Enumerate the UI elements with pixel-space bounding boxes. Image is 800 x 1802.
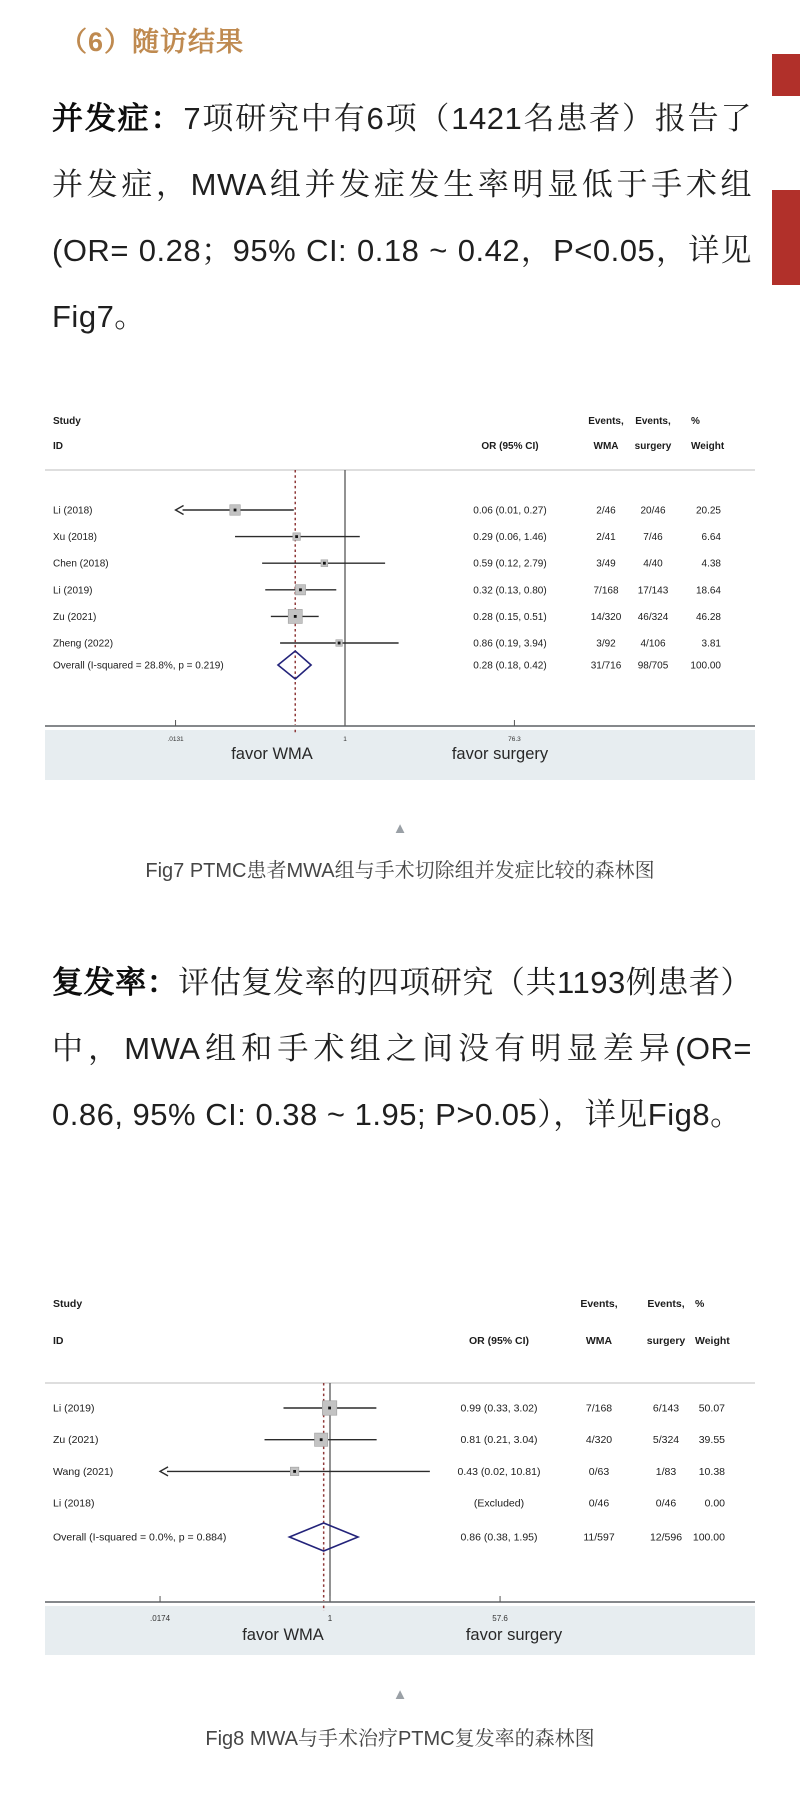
forest-text: Events, — [635, 416, 671, 427]
forest-text: Study — [53, 416, 81, 427]
forest-text: Wang (2021) — [53, 1465, 114, 1478]
forest-text: Events, — [588, 416, 624, 427]
forest-text: Zheng (2022) — [53, 638, 114, 650]
forest-text: WMA — [585, 1335, 613, 1347]
point-estimate-dot — [338, 642, 341, 645]
forest-text: Overall (I-squared = 0.0%, p = 0.884) — [53, 1531, 227, 1544]
forest-text: 0.81 (0.21, 3.04) — [460, 1434, 538, 1447]
forest-text: Li (2018) — [53, 1497, 95, 1510]
ci-arrow-left — [160, 1467, 168, 1476]
forest-text: 7/168 — [585, 1402, 613, 1415]
forest-text: ID — [53, 441, 63, 452]
point-estimate-dot — [293, 1470, 296, 1473]
fig7-caption: Fig7 PTMC患者MWA组与手术切除组并发症比较的森林图 — [145, 860, 655, 882]
forest-text: 10.38 — [698, 1465, 725, 1478]
red-edge-marker-bottom — [772, 190, 800, 285]
forest-text: (Excluded) — [473, 1497, 525, 1510]
forest-text: Zu (2021) — [53, 1434, 99, 1447]
forest-text: 1 — [327, 1614, 333, 1623]
forest-text: Overall (I-squared = 28.8%, p = 0.219) — [53, 660, 224, 672]
red-edge-marker-top — [772, 54, 800, 96]
forest-text: 100.00 — [690, 660, 721, 672]
forest-text: 50.07 — [698, 1402, 725, 1415]
forest-text: 0.86 (0.19, 3.94) — [473, 638, 547, 650]
forest-text: 1 — [343, 736, 347, 743]
forest-text: 3/92 — [596, 638, 616, 650]
forest-text: favor WMA — [242, 1626, 324, 1644]
forest-text: 39.55 — [698, 1434, 725, 1447]
forest-text: 4/106 — [640, 638, 666, 650]
ci-arrow-left — [176, 506, 184, 515]
forest-text: 0.99 (0.33, 3.02) — [460, 1402, 538, 1415]
forest-text: Xu (2018) — [53, 532, 97, 544]
forest-text: 6.64 — [701, 532, 721, 544]
forest-text: .0174 — [150, 1614, 171, 1623]
forest-text: 0.28 (0.15, 0.51) — [473, 611, 547, 623]
forest-text: 20/46 — [640, 505, 666, 517]
forest-text: 76.3 — [508, 736, 521, 743]
forest-text: 17/143 — [637, 585, 669, 597]
forest-text: 0.29 (0.06, 1.46) — [473, 532, 547, 544]
forest-text: 4.38 — [701, 558, 721, 570]
paragraph-complications-label: 并发症： — [52, 101, 184, 136]
forest-text: 14/320 — [590, 611, 622, 623]
forest-text: .0131 — [167, 736, 184, 743]
forest-text: 57.6 — [492, 1614, 508, 1623]
point-estimate-dot — [299, 588, 302, 591]
forest-text: 31/716 — [590, 660, 622, 672]
forest-text: 0.43 (0.02, 10.81) — [457, 1465, 541, 1478]
fig8-forest-plot — [45, 1240, 755, 1655]
forest-text: OR (95% CI) — [481, 441, 539, 452]
point-estimate-dot — [234, 509, 237, 512]
forest-text: 46.28 — [695, 611, 721, 623]
forest-text: 46/324 — [637, 611, 669, 623]
paragraph-recurrence-text: 评估复发率的四项研究（共1193例患者）中，MWA组和手术组之间没有明显差异(OR= 0.86, 95% CI: 0.38 ~ 1.95; P>0.05），详见Fig8。 — [52, 965, 752, 1132]
forest-text: Study — [53, 1298, 83, 1310]
fig7-forest-plot — [45, 350, 755, 780]
forest-text: Zu (2021) — [53, 611, 97, 623]
forest-text: 20.25 — [695, 505, 721, 517]
forest-text: % — [695, 1298, 705, 1310]
forest-text: 11/597 — [583, 1531, 615, 1544]
forest-text: 100.00 — [692, 1531, 725, 1544]
forest-text: Li (2018) — [53, 505, 93, 517]
fig7-forest-svg — [45, 350, 755, 780]
forest-text: favor surgery — [465, 1626, 563, 1644]
paragraph-complications — [52, 86, 752, 350]
forest-text: 0.28 (0.18, 0.42) — [473, 660, 547, 672]
point-estimate-dot — [294, 615, 297, 618]
forest-text: Events, — [580, 1298, 618, 1310]
forest-text: 98/705 — [637, 660, 669, 672]
forest-text: 0.59 (0.12, 2.79) — [473, 558, 547, 570]
forest-text: 4/40 — [643, 558, 663, 570]
forest-text: Weight — [695, 1335, 730, 1347]
paragraph-complications-text: 7项研究中有6项（1421名患者）报告了并发症，MWA组并发症发生率明显低于手术组(OR= 0.28；95% CI: 0.18 ~ 0.42，P<0.05，详见Fig7。 — [52, 101, 752, 334]
favor-band — [45, 730, 755, 780]
forest-text: WMA — [593, 441, 619, 452]
forest-text: 0.06 (0.01, 0.27) — [473, 505, 547, 517]
overall-diamond — [278, 651, 311, 679]
forest-text: 2/46 — [596, 505, 616, 517]
paragraph-recurrence — [52, 950, 752, 1148]
forest-text: 2/41 — [596, 532, 616, 544]
forest-text: 7/46 — [643, 532, 663, 544]
forest-text: Weight — [691, 441, 725, 452]
forest-text: 12/596 — [649, 1531, 683, 1544]
forest-text: 0/46 — [655, 1497, 677, 1510]
forest-text: OR (95% CI) — [468, 1335, 530, 1347]
forest-text: 0/63 — [588, 1465, 610, 1478]
forest-text: 0.32 (0.13, 0.80) — [473, 585, 547, 597]
forest-text: 3/49 — [596, 558, 616, 570]
fig8-caption: Fig8 MWA与手术治疗PTMC复发率的森林图 — [205, 1728, 595, 1750]
forest-text: 0.86 (0.38, 1.95) — [460, 1531, 538, 1544]
forest-text: favor WMA — [231, 745, 313, 763]
forest-text: 1/83 — [655, 1465, 677, 1478]
forest-text: 3.81 — [701, 638, 721, 650]
paragraph-recurrence-label: 复发率： — [52, 965, 179, 1000]
forest-text: % — [691, 416, 700, 427]
forest-text: Li (2019) — [53, 585, 93, 597]
forest-text: Li (2019) — [53, 1402, 95, 1415]
forest-text: surgery — [646, 1335, 686, 1347]
forest-text: Events, — [647, 1298, 685, 1310]
fig8-forest-svg — [45, 1240, 755, 1655]
forest-text: ID — [53, 1335, 64, 1347]
forest-text: 0/46 — [588, 1497, 610, 1510]
section-heading: （6）随访结果 — [60, 27, 245, 57]
forest-text: 5/324 — [652, 1434, 680, 1447]
triangle-icon: ▲ — [392, 1686, 408, 1703]
point-estimate-dot — [295, 535, 298, 538]
forest-text: 18.64 — [695, 585, 721, 597]
forest-text: 7/168 — [593, 585, 619, 597]
forest-text: surgery — [634, 441, 672, 452]
forest-text: favor surgery — [451, 745, 549, 763]
point-estimate-dot — [328, 1407, 331, 1410]
forest-text: 4/320 — [585, 1434, 613, 1447]
forest-text: 0.00 — [704, 1497, 725, 1510]
point-estimate-dot — [320, 1438, 323, 1441]
forest-text: Chen (2018) — [53, 558, 109, 570]
point-estimate-dot — [323, 562, 326, 565]
triangle-icon: ▲ — [392, 820, 408, 837]
forest-text: 6/143 — [652, 1402, 680, 1415]
